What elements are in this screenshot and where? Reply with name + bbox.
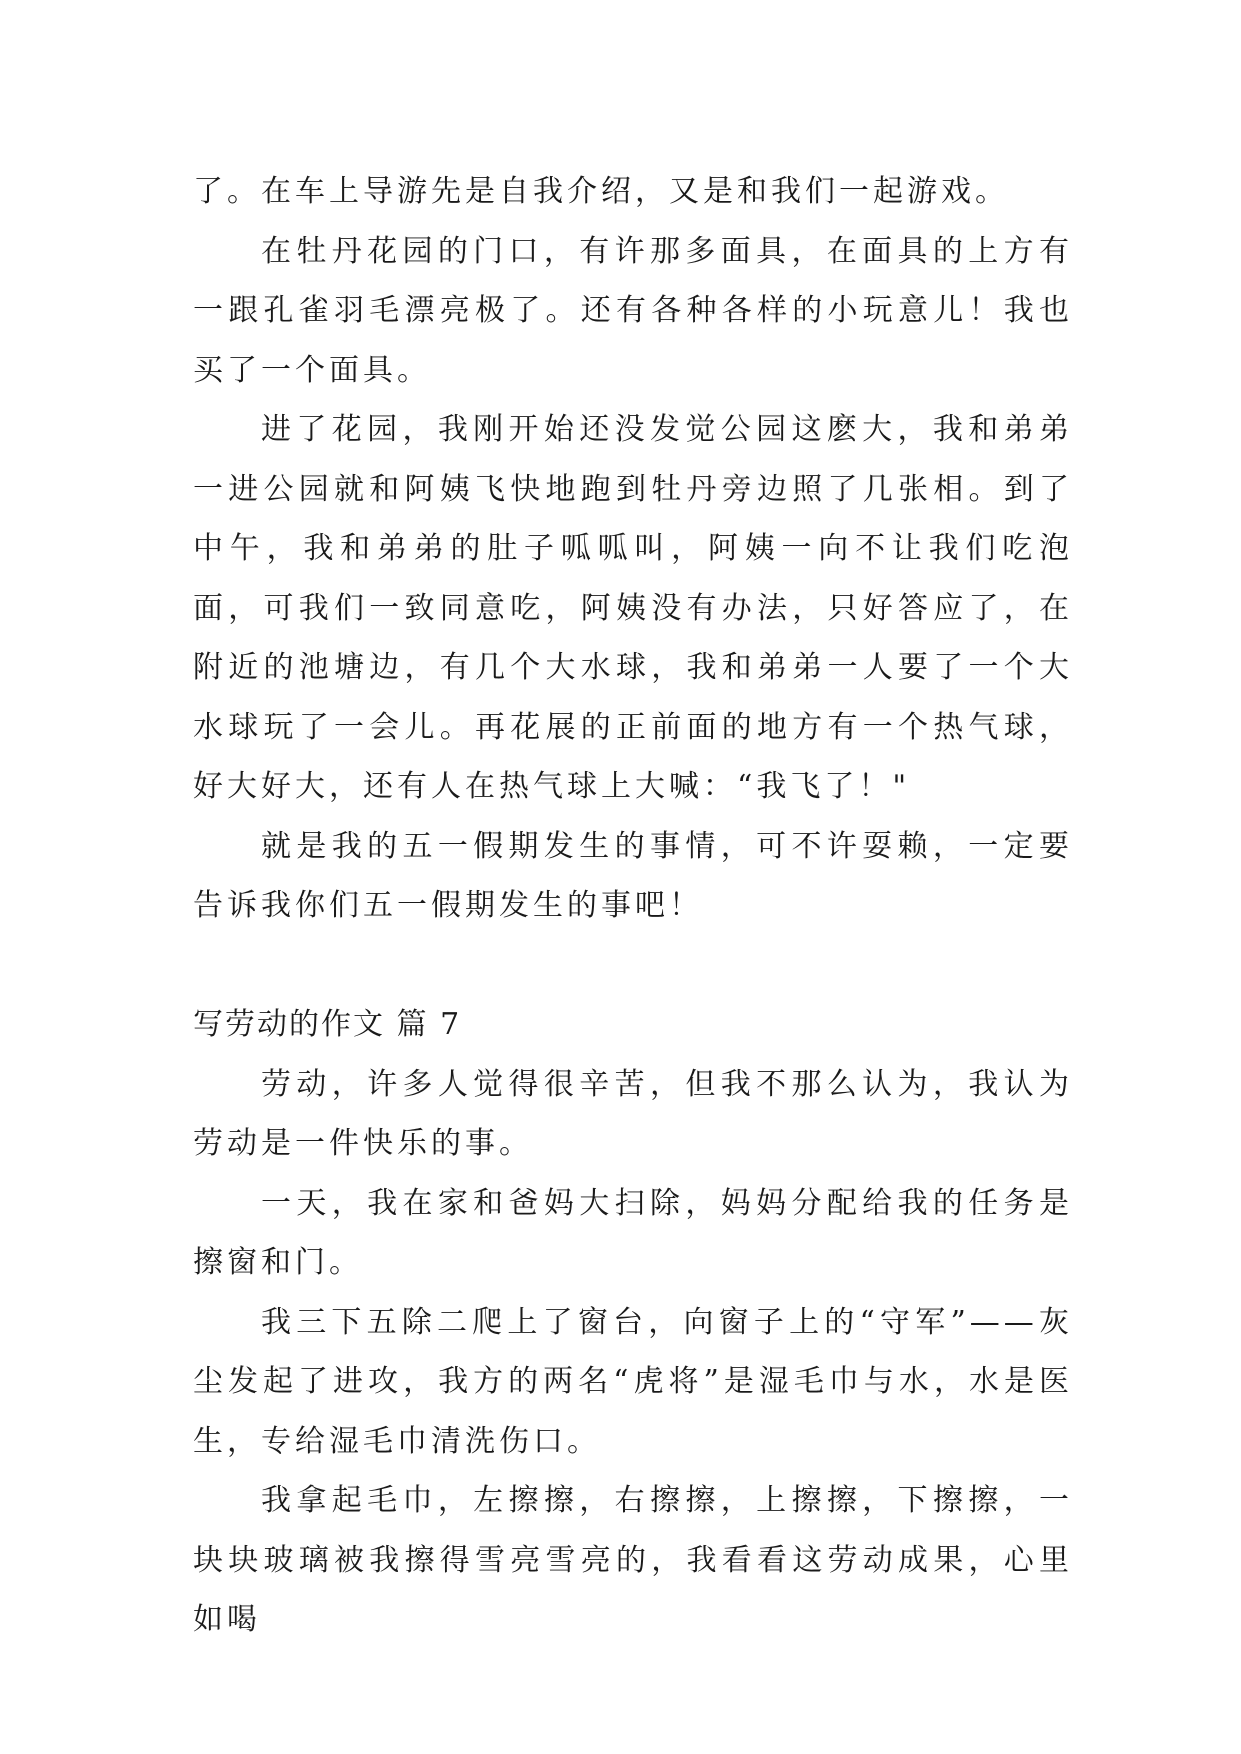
paragraph-labor-intro: 劳动，许多人觉得很辛苦，但我不那么认为，我认为劳动是一件快乐的事。 bbox=[193, 1066, 1073, 1161]
paragraph-in-the-garden: 进了花园，我刚开始还没发觉公园这麽大，我和弟弟一进公园就和阿姨飞快地跑到牡丹旁边照了几张相。到了中午，我和弟弟的肚子呱呱叫，阿姨一向不让我们吃泡面，可我们一致同意吃，阿姨没有办法，只好答应了，在附近的池塘边，有几个大水球，我和弟弟一人要了一个大水球玩了一会儿。再花展的正前面的地方有一个热气球，好大好大，还有人在热气球上大喊：“我飞了！" bbox=[193, 412, 1073, 804]
paragraph-window-battle: 我三下五除二爬上了窗台，向窗子上的“守军”——灰尘发起了进攻，我方的两名“虎将”是湿毛巾与水，水是医生，专给湿毛巾清洗伤口。 bbox=[193, 1304, 1073, 1459]
paragraph-may-day-ending: 就是我的五一假期发生的事情，可不许耍赖，一定要告诉我你们五一假期发生的事吧！ bbox=[193, 828, 1073, 923]
document-body bbox=[193, 162, 1073, 1650]
paragraph-peony-garden-gate: 在牡丹花园的门口，有许那多面具，在面具的上方有一跟孔雀羽毛漂亮极了。还有各种各样的小玩意儿！我也买了一个面具。 bbox=[193, 233, 1073, 388]
section-heading: 写劳动的作文 篇 7 bbox=[193, 1007, 462, 1042]
section-spacer bbox=[193, 936, 1073, 996]
paragraph-wiping-glass: 我拿起毛巾，左擦擦，右擦擦，上擦擦，下擦擦，一块块玻璃被我擦得雪亮雪亮的，我看看这劳动成果，心里如喝 bbox=[193, 1483, 1073, 1637]
paragraph-cleaning-day: 一天，我在家和爸妈大扫除，妈妈分配给我的任务是擦窗和门。 bbox=[193, 1185, 1073, 1280]
paragraph-continuation: 了。在车上导游先是自我介绍，又是和我们一起游戏。 bbox=[193, 174, 1009, 209]
